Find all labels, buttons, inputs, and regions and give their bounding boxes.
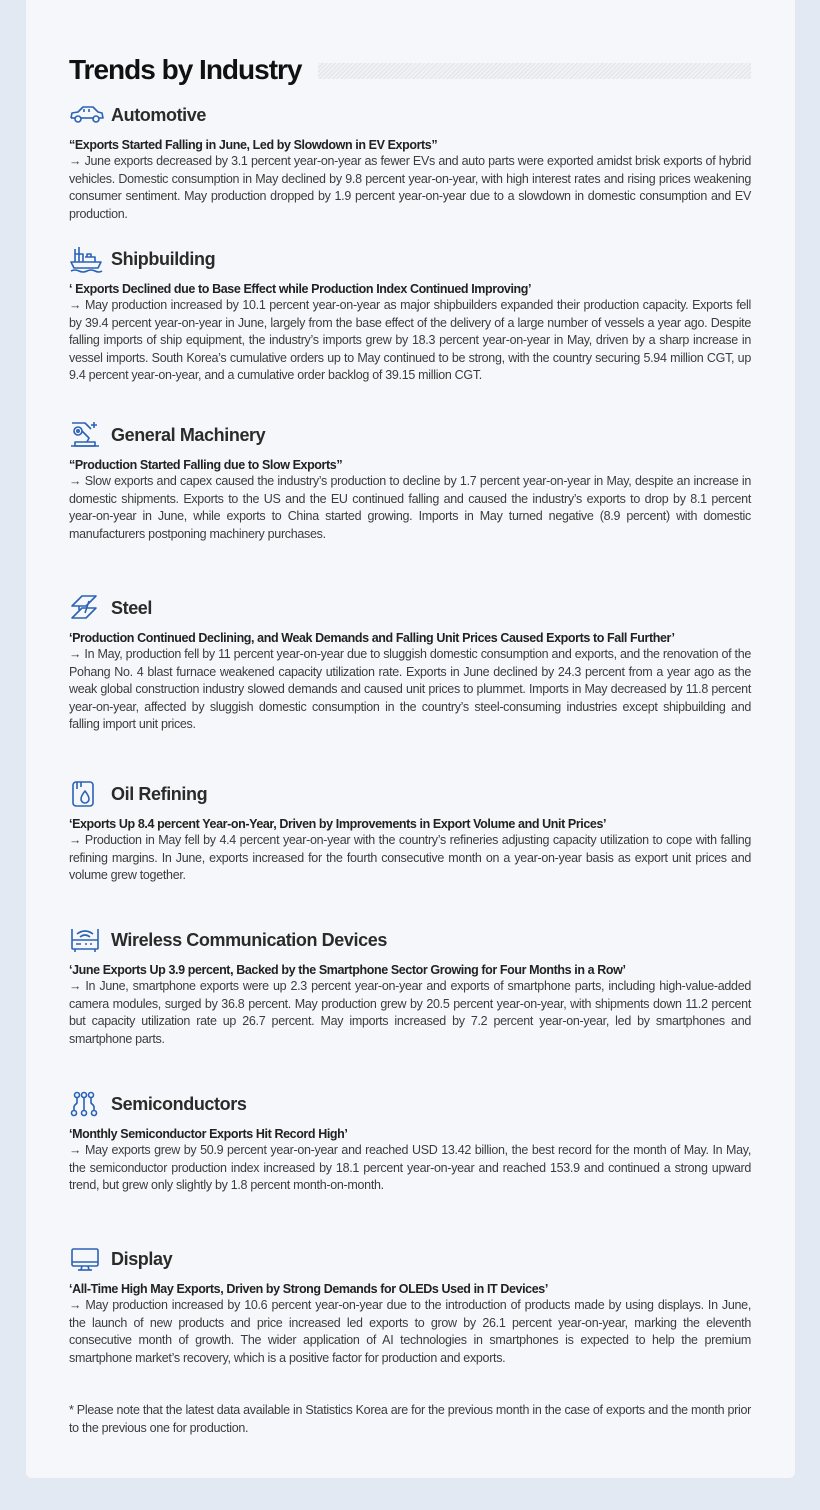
section-title: General Machinery — [111, 424, 266, 445]
section-title: Automotive — [111, 104, 207, 125]
section-title: Display — [111, 1248, 173, 1269]
section-title: Wireless Communication Devices — [111, 929, 387, 950]
router-icon — [69, 925, 105, 955]
car-icon — [69, 100, 105, 130]
section-steel — [69, 593, 751, 734]
section-headline: ‘ Exports Declined due to Base Effect while Production Index Continued Improving’ — [69, 282, 532, 296]
section-title: Semiconductors — [111, 1093, 247, 1114]
section-body: → Slow exports and capex caused the industry’s production to decline by 1.7 percent year-on-year in May, despite an increase in domestic shipments. Exports to the US and the EU continued falling and caused the industry’s exports to drop by 8.1 percent year-on-year in June, while exports to China started growing. Imports in May turned negative (8.9 percent) with domestic manufacturers postponing machinery purchases. — [69, 474, 751, 541]
semiconductor-icon — [69, 1089, 105, 1119]
section-body: → Production in May fell by 4.4 percent year-on-year with the country’s refineries adjusting capacity utilization to cope with falling refining margins. In June, exports increased for the fourth consecutive month on a year-on-year basis as export unit prices and volume grew together. — [69, 833, 751, 882]
section-title: Oil Refining — [111, 783, 208, 804]
section-display — [69, 1244, 751, 1367]
section-body: → May exports grew by 50.9 percent year-on-year and reached USD 13.42 billion, the best record for the month of May. In May, the semiconductor production index increased by 18.1 percent year-on-year and reached 153.9 and continued a strong upward trend, but grew only slightly by 1.8 percent month-on-month. — [69, 1143, 751, 1192]
section-title: Steel — [111, 597, 153, 618]
section-body: → In June, smartphone exports were up 2.3 percent year-on-year and exports of smartphone parts, including high-value-added camera modules, surged by 36.8 percent. May production grew by 20.5 percent year-on-year, with shipments down 11.2 percent but capacity utilization rate up 26.7 percent. May imports increased by 7.2 percent year-on-year, led by smartphones and smartphone parts. — [69, 979, 751, 1046]
section-general-machinery — [69, 420, 751, 543]
section-body: → In May, production fell by 11 percent year-on-year due to sluggish domestic consumption and exports, and the renovation of the Pohang No. 4 blast furnace weakened capacity utilization rate. Exports in June declined by 24.3 percent from a year ago as the weak global construction industry slowed demands and caused unit prices to plummet. Imports in May decreased by 11.8 percent year-on-year, affected by sluggish domestic consumption in the country’s steel-consuming industries except shipbuilding and falling import unit prices. — [69, 647, 751, 731]
monitor-icon — [69, 1244, 105, 1274]
footnote: * Please note that the latest data available in Statistics Korea are for the previous month in the case of exports and the month prior to the previous one for production. — [69, 1403, 751, 1435]
machinery-icon — [69, 420, 105, 450]
section-shipbuilding — [69, 244, 751, 385]
ship-icon — [69, 244, 105, 274]
steel-icon — [69, 593, 105, 623]
section-headline: ‘Monthly Semiconductor Exports Hit Record High’ — [69, 1127, 348, 1141]
section-oil-refining — [69, 779, 751, 885]
section-automotive — [69, 100, 751, 223]
page-title: Trends by Industry — [69, 54, 302, 85]
oil-drop-icon — [69, 779, 105, 809]
section-headline: ‘All-Time High May Exports, Driven by Strong Demands for OLEDs Used in IT Devices’ — [69, 1282, 548, 1296]
page-header — [69, 50, 751, 90]
section-headline: ‘Exports Up 8.4 percent Year-on-Year, Driven by Improvements in Export Volume and Unit Prices’ — [69, 817, 607, 831]
section-semiconductors — [69, 1089, 751, 1195]
section-title: Shipbuilding — [111, 248, 216, 269]
section-headline: ‘Production Continued Declining, and Weak Demands and Falling Unit Prices Caused Exports to Fall Further’ — [69, 631, 675, 645]
title-hatched-rule — [318, 63, 752, 79]
section-headline: “Production Started Falling due to Slow Exports” — [69, 458, 343, 472]
section-body: → May production increased by 10.6 percent year-on-year due to the introduction of products made by using displays. In June, the launch of new products and price increased led exports to grow by 26.1 percent year-on-year, marking the eleventh consecutive month of growth. The wider application of AI technologies in smartphones is expected to help the premium smartphone market’s recovery, which is a positive factor for production and exports. — [69, 1298, 751, 1365]
section-headline: “Exports Started Falling in June, Led by Slowdown in EV Exports” — [69, 138, 438, 152]
section-headline: ‘June Exports Up 3.9 percent, Backed by the Smartphone Sector Growing for Four Months in a Row’ — [69, 963, 626, 977]
section-body: → May production increased by 10.1 percent year-on-year as major shipbuilders expanded their production capacity. Exports fell by 39.4 percent year-on-year in June, largely from the base effect of the delivery of a large number of vessels a year ago. Despite falling imports of ship equipment, the industry’s imports grew by 18.3 percent year-on-year in May, driven by a sharp increase in vessel imports. South Korea’s cumulative orders up to May continued to be strong, with the country securing 5.94 million CGT, up 9.4 percent year-on-year, and a cumulative order backlog of 39.15 million CGT. — [69, 298, 751, 382]
section-body: → June exports decreased by 3.1 percent year-on-year as fewer EVs and auto parts were exported amidst brisk exports of hybrid vehicles. Domestic consumption in May declined by 9.8 percent year-on-year, with high interest rates and rising prices weakening consumer sentiment. May production dropped by 1.9 percent year-on-year due to a slowdown in domestic consumption and EV production. — [69, 154, 751, 221]
section-wireless-communication — [69, 925, 751, 1048]
